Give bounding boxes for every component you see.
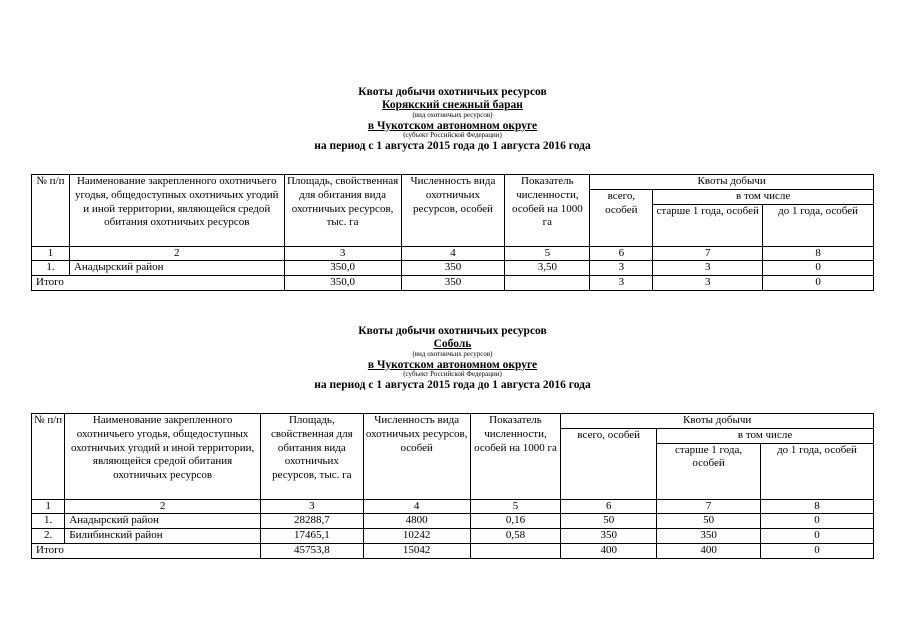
period-text: на период с 1 августа 2015 года до 1 августа 2016 года bbox=[314, 140, 591, 153]
row-younger: 0 bbox=[763, 261, 874, 276]
header-area: Площадь, свойственная для обитания вида охотничьих ресурсов, тыс. га bbox=[260, 414, 363, 500]
header-count: Численность вида охотничьих ресурсов, особей bbox=[363, 414, 470, 500]
header-name: Наименование закрепленного охотничьего угодья, общедоступных охотничьих угодий и иной территории, являющейся средой обитания охотничьих ресурсов bbox=[69, 175, 284, 247]
section-heading bbox=[0, 325, 905, 392]
header-num: № п/п bbox=[32, 414, 65, 500]
species-note: (вид охотничьих ресурсов) bbox=[412, 349, 493, 358]
col-number: 4 bbox=[401, 246, 505, 261]
species-name: Соболь bbox=[433, 337, 472, 350]
totals-older: 3 bbox=[653, 276, 763, 291]
header-total: всего, особей bbox=[590, 189, 653, 246]
totals-total: 3 bbox=[590, 276, 653, 291]
header-quota: Квоты добычи bbox=[561, 414, 874, 429]
row-num: 1. bbox=[32, 261, 70, 276]
totals-row bbox=[32, 543, 874, 558]
row-area: 28288,7 bbox=[260, 514, 363, 529]
region-note: (субъект Российской Федерации) bbox=[403, 131, 502, 140]
period-text: на период с 1 августа 2015 года до 1 августа 2016 года bbox=[314, 379, 591, 392]
header-younger: до 1 года, особей bbox=[761, 443, 874, 499]
header-incl: в том числе bbox=[657, 428, 874, 443]
row-count: 350 bbox=[401, 261, 505, 276]
col-number: 6 bbox=[590, 246, 653, 261]
row-area: 17465,1 bbox=[260, 529, 363, 544]
row-num: 1. bbox=[32, 514, 65, 529]
row-name: Анадырский район bbox=[69, 261, 284, 276]
row-area: 350,0 bbox=[284, 261, 401, 276]
row-name: Анадырский район bbox=[65, 514, 261, 529]
column-number-row bbox=[32, 499, 874, 514]
totals-area: 350,0 bbox=[284, 276, 401, 291]
header-index: Показатель численности, особей на 1000 га bbox=[505, 175, 590, 247]
col-number: 8 bbox=[761, 499, 874, 514]
header-total: всего, особей bbox=[561, 428, 657, 499]
row-total: 350 bbox=[561, 529, 657, 544]
row-count: 4800 bbox=[363, 514, 470, 529]
table-row bbox=[32, 514, 874, 529]
col-number: 3 bbox=[284, 246, 401, 261]
col-number: 5 bbox=[505, 246, 590, 261]
row-total: 50 bbox=[561, 514, 657, 529]
col-number: 7 bbox=[653, 246, 763, 261]
species-note: (вид охотничьих ресурсов) bbox=[412, 110, 493, 119]
totals-index bbox=[505, 276, 590, 291]
header-name: Наименование закрепленного охотничьего угодья, общедоступных охотничьих угодий и иной территории, являющейся средой обитания охотничьих ресурсов bbox=[65, 414, 261, 500]
totals-count: 15042 bbox=[363, 543, 470, 558]
totals-area: 45753,8 bbox=[260, 543, 363, 558]
totals-younger: 0 bbox=[763, 276, 874, 291]
col-number: 1 bbox=[32, 499, 65, 514]
col-number: 2 bbox=[65, 499, 261, 514]
totals-total: 400 bbox=[561, 543, 657, 558]
row-younger: 0 bbox=[761, 529, 874, 544]
species-name: Корякский снежный баран bbox=[382, 98, 523, 111]
region-name: в Чукотском автономном округе bbox=[367, 119, 538, 132]
quota-table bbox=[31, 174, 874, 291]
region-note: (субъект Российской Федерации) bbox=[403, 370, 502, 379]
row-num: 2. bbox=[32, 529, 65, 544]
totals-row bbox=[32, 276, 874, 291]
totals-label: Итого bbox=[32, 543, 261, 558]
quota-table bbox=[31, 413, 874, 559]
table-row bbox=[32, 261, 874, 276]
col-number: 5 bbox=[470, 499, 561, 514]
row-older: 350 bbox=[657, 529, 761, 544]
header-incl: в том числе bbox=[653, 189, 874, 204]
column-number-row bbox=[32, 246, 874, 261]
header-younger: до 1 года, особей bbox=[763, 204, 874, 246]
header-num: № п/п bbox=[32, 175, 70, 247]
col-number: 8 bbox=[763, 246, 874, 261]
row-older: 3 bbox=[653, 261, 763, 276]
col-number: 3 bbox=[260, 499, 363, 514]
totals-label: Итого bbox=[32, 276, 285, 291]
row-name: Билибинский район bbox=[65, 529, 261, 544]
region-name: в Чукотском автономном округе bbox=[367, 358, 538, 371]
section-title: Квоты добычи охотничьих ресурсов bbox=[358, 86, 547, 98]
totals-count: 350 bbox=[401, 276, 505, 291]
header-index: Показатель численности, особей на 1000 га bbox=[470, 414, 561, 500]
totals-younger: 0 bbox=[761, 543, 874, 558]
col-number: 7 bbox=[657, 499, 761, 514]
header-older: старше 1 года, особей bbox=[657, 443, 761, 499]
row-index: 0,58 bbox=[470, 529, 561, 544]
col-number: 2 bbox=[69, 246, 284, 261]
section-heading bbox=[0, 86, 905, 153]
col-number: 1 bbox=[32, 246, 70, 261]
col-number: 4 bbox=[363, 499, 470, 514]
header-count: Численность вида охотничьих ресурсов, особей bbox=[401, 175, 505, 247]
table-row bbox=[32, 529, 874, 544]
row-index: 3,50 bbox=[505, 261, 590, 276]
row-count: 10242 bbox=[363, 529, 470, 544]
header-area: Площадь, свойственная для обитания вида охотничьих ресурсов, тыс. га bbox=[284, 175, 401, 247]
header-quota: Квоты добычи bbox=[590, 175, 874, 190]
row-total: 3 bbox=[590, 261, 653, 276]
section-title: Квоты добычи охотничьих ресурсов bbox=[358, 325, 547, 337]
col-number: 6 bbox=[561, 499, 657, 514]
row-index: 0,16 bbox=[470, 514, 561, 529]
row-older: 50 bbox=[657, 514, 761, 529]
totals-index bbox=[470, 543, 561, 558]
row-younger: 0 bbox=[761, 514, 874, 529]
header-older: старше 1 года, особей bbox=[653, 204, 763, 246]
totals-older: 400 bbox=[657, 543, 761, 558]
